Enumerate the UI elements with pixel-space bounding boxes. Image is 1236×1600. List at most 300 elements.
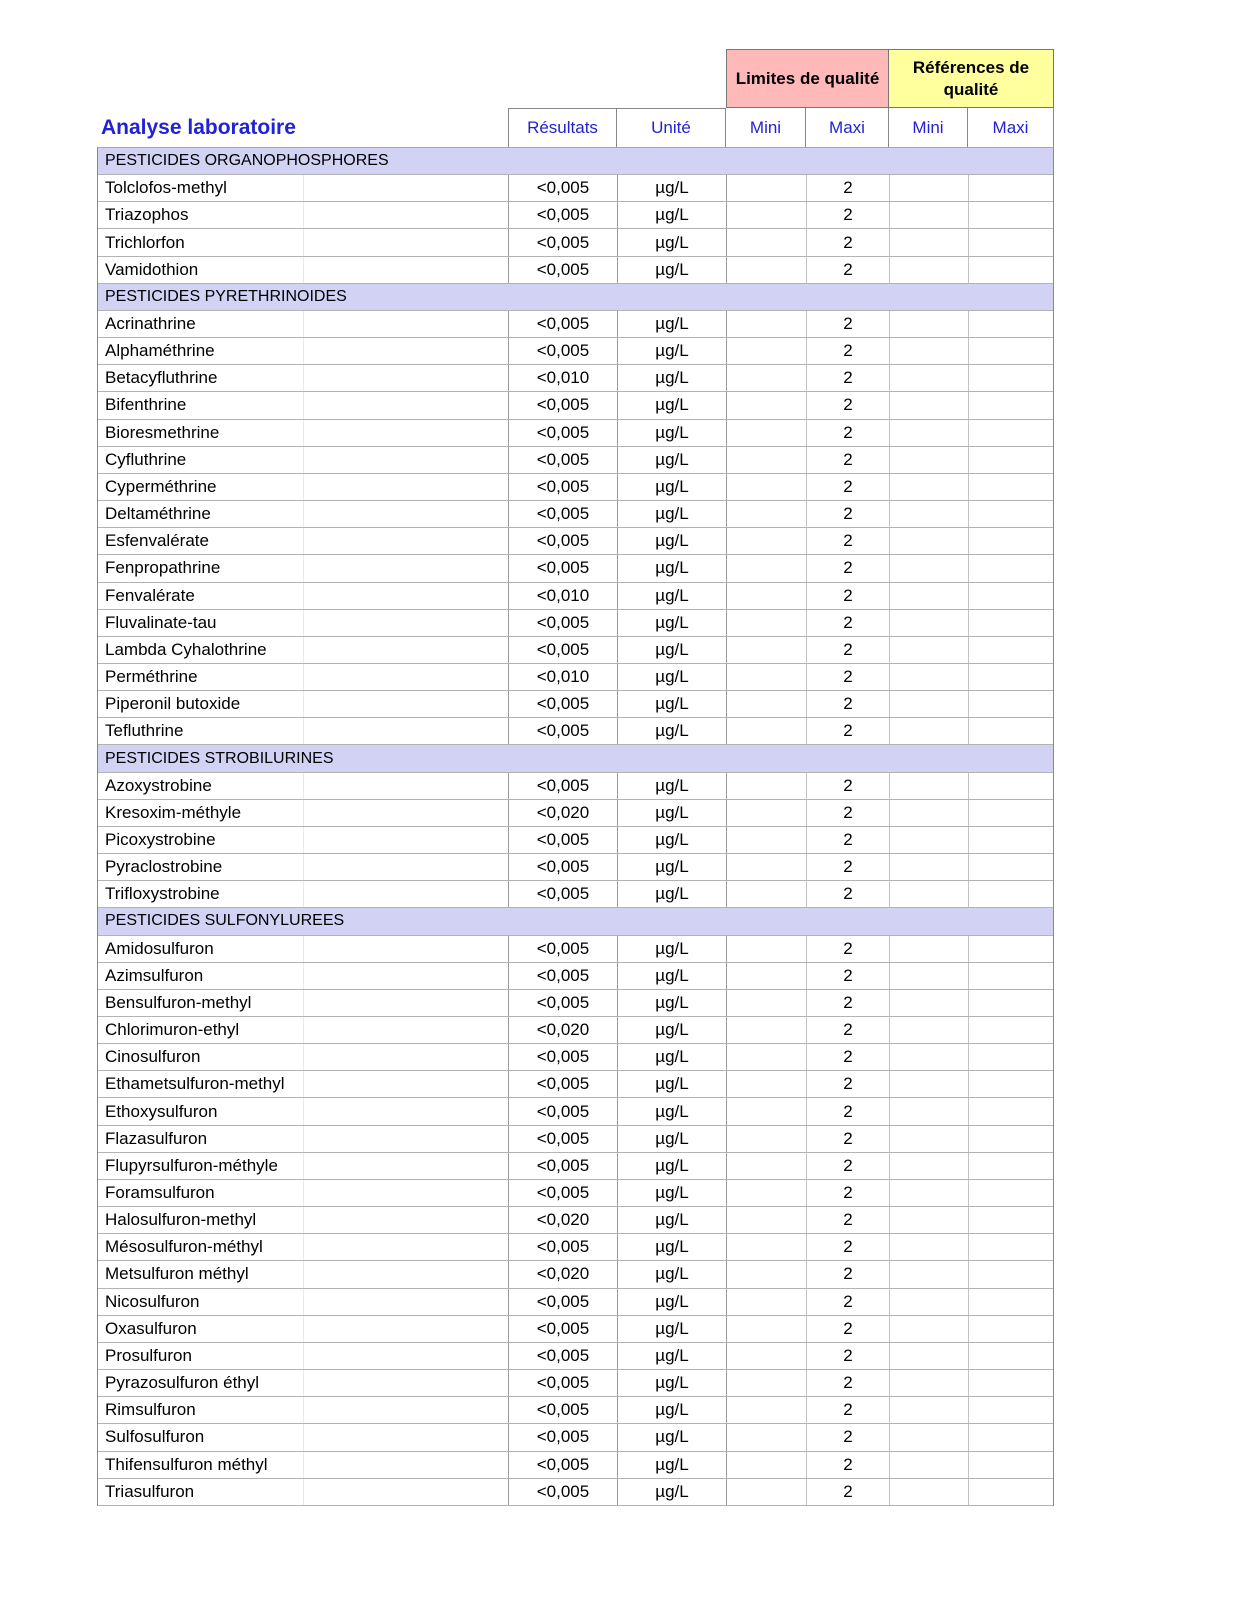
table-row (98, 1452, 1053, 1479)
table-row (98, 229, 1053, 256)
result-value: <0,005 (509, 1126, 618, 1152)
limit-maxi-value: 2 (807, 474, 890, 500)
ref-maxi-value (969, 664, 1053, 690)
unit-value: µg/L (618, 1343, 727, 1369)
unit-value: µg/L (618, 691, 727, 717)
result-value: <0,005 (509, 854, 618, 880)
table-row (98, 854, 1053, 881)
table-row (98, 1343, 1053, 1370)
limit-maxi-value: 2 (807, 202, 890, 228)
result-value: <0,005 (509, 1180, 618, 1206)
ref-mini-value (890, 528, 969, 554)
ref-mini-value (890, 637, 969, 663)
unit-value: µg/L (618, 229, 727, 255)
ref-mini-value (890, 1126, 969, 1152)
unit-value: µg/L (618, 1126, 727, 1152)
parameter-name: Vamidothion (98, 257, 509, 283)
limit-mini-value (727, 447, 807, 473)
parameter-name: Oxasulfuron (98, 1316, 509, 1342)
parameter-name: Fluvalinate-tau (98, 610, 509, 636)
table-row (98, 1153, 1053, 1180)
limit-mini-value (727, 1017, 807, 1043)
limit-mini-value (727, 420, 807, 446)
limit-maxi-value: 2 (807, 1071, 890, 1097)
ref-maxi-value (969, 365, 1053, 391)
ref-mini-value (890, 1098, 969, 1124)
column-header-ref-mini: Mini (889, 108, 968, 147)
result-value: <0,005 (509, 1071, 618, 1097)
result-value: <0,005 (509, 1343, 618, 1369)
limit-mini-value (727, 229, 807, 255)
unit-value: µg/L (618, 1397, 727, 1423)
ref-mini-value (890, 474, 969, 500)
result-value: <0,020 (509, 1207, 618, 1233)
table-row (98, 1017, 1053, 1044)
result-value: <0,005 (509, 936, 618, 962)
column-header-unit: Unité (617, 108, 726, 147)
ref-mini-value (890, 691, 969, 717)
section-header: PESTICIDES ORGANOPHOSPHORES (98, 148, 1053, 175)
result-value: <0,005 (509, 990, 618, 1016)
result-value: <0,005 (509, 338, 618, 364)
result-value: <0,005 (509, 718, 618, 744)
parameter-name: Fenvalérate (98, 583, 509, 609)
parameter-name: Metsulfuron méthyl (98, 1261, 509, 1287)
ref-mini-value (890, 501, 969, 527)
ref-mini-value (890, 1017, 969, 1043)
ref-maxi-value (969, 1180, 1053, 1206)
unit-value: µg/L (618, 1180, 727, 1206)
result-value: <0,005 (509, 1289, 618, 1315)
limit-maxi-value: 2 (807, 1261, 890, 1287)
ref-mini-value (890, 854, 969, 880)
title-cell (97, 108, 508, 147)
limit-mini-value (727, 664, 807, 690)
limit-maxi-value: 2 (807, 1479, 890, 1505)
limit-mini-value (727, 338, 807, 364)
ref-mini-value (890, 827, 969, 853)
result-value: <0,020 (509, 1017, 618, 1043)
limit-mini-value (727, 1370, 807, 1396)
parameter-name: Acrinathrine (98, 311, 509, 337)
parameter-name: Fenpropathrine (98, 555, 509, 581)
table-row (98, 474, 1053, 501)
unit-value: µg/L (618, 338, 727, 364)
result-value: <0,005 (509, 1479, 618, 1505)
limit-mini-value (727, 583, 807, 609)
parameter-name: Thifensulfuron méthyl (98, 1452, 509, 1478)
ref-maxi-value (969, 583, 1053, 609)
limit-maxi-value: 2 (807, 800, 890, 826)
parameter-name: Pyraclostrobine (98, 854, 509, 880)
section-header: PESTICIDES PYRETHRINOIDES (98, 284, 1053, 311)
result-value: <0,005 (509, 881, 618, 907)
table-row (98, 1289, 1053, 1316)
result-value: <0,005 (509, 1424, 618, 1450)
ref-mini-value (890, 447, 969, 473)
result-value: <0,005 (509, 202, 618, 228)
table-row (98, 311, 1053, 338)
ref-maxi-value (969, 1452, 1053, 1478)
unit-value: µg/L (618, 420, 727, 446)
table-row (98, 881, 1053, 908)
parameter-name: Ethoxysulfuron (98, 1098, 509, 1124)
limit-maxi-value: 2 (807, 1234, 890, 1260)
parameter-name: Mésosulfuron-méthyl (98, 1234, 509, 1260)
ref-maxi-value (969, 1370, 1053, 1396)
unit-value: µg/L (618, 773, 727, 799)
table-row (98, 1098, 1053, 1125)
ref-maxi-value (969, 963, 1053, 989)
result-value: <0,005 (509, 691, 618, 717)
table-row (98, 936, 1053, 963)
limit-mini-value (727, 1180, 807, 1206)
limit-maxi-value: 2 (807, 1452, 890, 1478)
ref-maxi-value (969, 311, 1053, 337)
parameter-name: Cinosulfuron (98, 1044, 509, 1070)
limit-maxi-value: 2 (807, 1098, 890, 1124)
limit-maxi-value: 2 (807, 1289, 890, 1315)
ref-mini-value (890, 1397, 969, 1423)
limit-mini-value (727, 311, 807, 337)
ref-mini-value (890, 1071, 969, 1097)
parameter-name: Betacyfluthrine (98, 365, 509, 391)
result-value: <0,005 (509, 175, 618, 201)
limit-maxi-value: 2 (807, 854, 890, 880)
unit-value: µg/L (618, 1017, 727, 1043)
limit-mini-value (727, 610, 807, 636)
result-value: <0,005 (509, 1370, 618, 1396)
table-row (98, 1234, 1053, 1261)
parameter-name: Rimsulfuron (98, 1397, 509, 1423)
table-row (98, 1397, 1053, 1424)
limit-mini-value (727, 1397, 807, 1423)
unit-value: µg/L (618, 637, 727, 663)
result-value: <0,005 (509, 229, 618, 255)
limit-maxi-value: 2 (807, 1017, 890, 1043)
limit-maxi-value: 2 (807, 1316, 890, 1342)
ref-mini-value (890, 936, 969, 962)
parameter-name: Cyfluthrine (98, 447, 509, 473)
ref-mini-value (890, 175, 969, 201)
limits-de-qualite-header: Limites de qualité (726, 49, 889, 108)
unit-value: µg/L (618, 1424, 727, 1450)
table-row (98, 610, 1053, 637)
unit-value: µg/L (618, 1234, 727, 1260)
limit-mini-value (727, 1343, 807, 1369)
parameter-name: Bifenthrine (98, 392, 509, 418)
section-header: PESTICIDES STROBILURINES (98, 745, 1053, 772)
ref-maxi-value (969, 773, 1053, 799)
ref-maxi-value (969, 338, 1053, 364)
parameter-name: Lambda Cyhalothrine (98, 637, 509, 663)
unit-value: µg/L (618, 175, 727, 201)
limit-mini-value (727, 1126, 807, 1152)
ref-maxi-value (969, 501, 1053, 527)
limit-maxi-value: 2 (807, 1397, 890, 1423)
unit-value: µg/L (618, 610, 727, 636)
unit-value: µg/L (618, 501, 727, 527)
parameter-name: Flupyrsulfuron-méthyle (98, 1153, 509, 1179)
table-row (98, 1126, 1053, 1153)
ref-mini-value (890, 1452, 969, 1478)
parameter-name: Bioresmethrine (98, 420, 509, 446)
limit-maxi-value: 2 (807, 990, 890, 1016)
parameter-name: Cyperméthrine (98, 474, 509, 500)
table-row (98, 800, 1053, 827)
result-value: <0,005 (509, 257, 618, 283)
unit-value: µg/L (618, 664, 727, 690)
unit-value: µg/L (618, 392, 727, 418)
unit-value: µg/L (618, 936, 727, 962)
limit-mini-value (727, 936, 807, 962)
table-row (98, 447, 1053, 474)
limit-maxi-value: 2 (807, 447, 890, 473)
result-value: <0,010 (509, 365, 618, 391)
ref-mini-value (890, 718, 969, 744)
result-value: <0,005 (509, 1234, 618, 1260)
ref-maxi-value (969, 1017, 1053, 1043)
ref-mini-value (890, 1289, 969, 1315)
ref-mini-value (890, 963, 969, 989)
unit-value: µg/L (618, 1316, 727, 1342)
result-value: <0,005 (509, 1044, 618, 1070)
quality-groups-row (97, 49, 1054, 108)
limit-maxi-value: 2 (807, 718, 890, 744)
ref-maxi-value (969, 420, 1053, 446)
result-value: <0,010 (509, 583, 618, 609)
ref-mini-value (890, 1370, 969, 1396)
ref-maxi-value (969, 827, 1053, 853)
unit-value: µg/L (618, 990, 727, 1016)
unit-value: µg/L (618, 555, 727, 581)
column-header-results: Résultats (508, 108, 617, 147)
limit-maxi-value: 2 (807, 583, 890, 609)
table-row (98, 555, 1053, 582)
unit-value: µg/L (618, 257, 727, 283)
unit-value: µg/L (618, 311, 727, 337)
result-value: <0,005 (509, 501, 618, 527)
limit-mini-value (727, 1044, 807, 1070)
limit-mini-value (727, 1153, 807, 1179)
limit-mini-value (727, 392, 807, 418)
table-row (98, 1479, 1053, 1506)
table-row (98, 1424, 1053, 1451)
parameter-name: Halosulfuron-methyl (98, 1207, 509, 1233)
table-row (98, 1071, 1053, 1098)
ref-maxi-value (969, 1071, 1053, 1097)
limit-maxi-value: 2 (807, 827, 890, 853)
unit-value: µg/L (618, 963, 727, 989)
result-value: <0,005 (509, 474, 618, 500)
ref-maxi-value (969, 1424, 1053, 1450)
unit-value: µg/L (618, 1153, 727, 1179)
limit-mini-value (727, 365, 807, 391)
unit-value: µg/L (618, 1071, 727, 1097)
limit-mini-value (727, 1234, 807, 1260)
result-value: <0,005 (509, 311, 618, 337)
parameter-name: Tefluthrine (98, 718, 509, 744)
unit-value: µg/L (618, 1098, 727, 1124)
ref-maxi-value (969, 555, 1053, 581)
result-value: <0,005 (509, 392, 618, 418)
ref-mini-value (890, 1234, 969, 1260)
table-row (98, 501, 1053, 528)
table-row (98, 420, 1053, 447)
unit-value: µg/L (618, 365, 727, 391)
ref-mini-value (890, 257, 969, 283)
unit-value: µg/L (618, 1479, 727, 1505)
ref-maxi-value (969, 175, 1053, 201)
result-value: <0,005 (509, 420, 618, 446)
parameter-name: Alphaméthrine (98, 338, 509, 364)
limit-maxi-value: 2 (807, 392, 890, 418)
limit-mini-value (727, 990, 807, 1016)
table-row (98, 1180, 1053, 1207)
ref-maxi-value (969, 202, 1053, 228)
parameter-name: Pyrazosulfuron éthyl (98, 1370, 509, 1396)
limit-maxi-value: 2 (807, 1180, 890, 1206)
ref-maxi-value (969, 936, 1053, 962)
limit-mini-value (727, 800, 807, 826)
limit-maxi-value: 2 (807, 175, 890, 201)
result-value: <0,005 (509, 1153, 618, 1179)
ref-maxi-value (969, 1234, 1053, 1260)
limit-mini-value (727, 881, 807, 907)
table-row (98, 365, 1053, 392)
limit-mini-value (727, 1071, 807, 1097)
parameter-name: Triasulfuron (98, 1479, 509, 1505)
ref-maxi-value (969, 528, 1053, 554)
ref-maxi-value (969, 1153, 1053, 1179)
table-row (98, 718, 1053, 745)
table-row (98, 257, 1053, 284)
limit-maxi-value: 2 (807, 1044, 890, 1070)
column-header-ref-maxi: Maxi (968, 108, 1054, 147)
parameter-name: Nicosulfuron (98, 1289, 509, 1315)
parameter-name: Trifloxystrobine (98, 881, 509, 907)
result-value: <0,005 (509, 963, 618, 989)
limit-mini-value (727, 1207, 807, 1233)
ref-mini-value (890, 311, 969, 337)
result-value: <0,005 (509, 637, 618, 663)
limit-maxi-value: 2 (807, 338, 890, 364)
table-row (98, 175, 1053, 202)
limit-mini-value (727, 827, 807, 853)
limit-maxi-value: 2 (807, 229, 890, 255)
unit-value: µg/L (618, 881, 727, 907)
ref-maxi-value (969, 610, 1053, 636)
limit-maxi-value: 2 (807, 257, 890, 283)
table-row (98, 338, 1053, 365)
header-spacer (97, 49, 726, 108)
parameter-name: Azoxystrobine (98, 773, 509, 799)
limit-maxi-value: 2 (807, 501, 890, 527)
limit-maxi-value: 2 (807, 637, 890, 663)
limit-mini-value (727, 691, 807, 717)
ref-mini-value (890, 392, 969, 418)
parameter-name: Prosulfuron (98, 1343, 509, 1369)
ref-mini-value (890, 1153, 969, 1179)
ref-mini-value (890, 1343, 969, 1369)
ref-maxi-value (969, 229, 1053, 255)
ref-maxi-value (969, 637, 1053, 663)
result-value: <0,005 (509, 827, 618, 853)
result-value: <0,005 (509, 773, 618, 799)
ref-mini-value (890, 1479, 969, 1505)
ref-maxi-value (969, 718, 1053, 744)
ref-mini-value (890, 1207, 969, 1233)
unit-value: µg/L (618, 1452, 727, 1478)
result-value: <0,005 (509, 1452, 618, 1478)
ref-maxi-value (969, 1044, 1053, 1070)
ref-maxi-value (969, 1126, 1053, 1152)
table-row (98, 963, 1053, 990)
ref-maxi-value (969, 392, 1053, 418)
limit-mini-value (727, 175, 807, 201)
ref-mini-value (890, 881, 969, 907)
result-value: <0,020 (509, 1261, 618, 1287)
unit-value: µg/L (618, 854, 727, 880)
ref-maxi-value (969, 1098, 1053, 1124)
ref-maxi-value (969, 854, 1053, 880)
parameter-name: Piperonil butoxide (98, 691, 509, 717)
limit-maxi-value: 2 (807, 1153, 890, 1179)
ref-mini-value (890, 338, 969, 364)
limit-maxi-value: 2 (807, 936, 890, 962)
limit-mini-value (727, 202, 807, 228)
unit-value: µg/L (618, 827, 727, 853)
unit-value: µg/L (618, 583, 727, 609)
unit-value: µg/L (618, 528, 727, 554)
ref-mini-value (890, 773, 969, 799)
ref-maxi-value (969, 474, 1053, 500)
unit-value: µg/L (618, 1207, 727, 1233)
limit-mini-value (727, 501, 807, 527)
limit-maxi-value: 2 (807, 963, 890, 989)
column-header-limit-mini: Mini (726, 108, 806, 147)
limit-maxi-value: 2 (807, 664, 890, 690)
result-value: <0,005 (509, 610, 618, 636)
ref-maxi-value (969, 257, 1053, 283)
ref-mini-value (890, 990, 969, 1016)
limit-maxi-value: 2 (807, 881, 890, 907)
result-value: <0,005 (509, 1098, 618, 1124)
section-header: PESTICIDES SULFONYLUREES (98, 908, 1053, 935)
parameter-name: Foramsulfuron (98, 1180, 509, 1206)
limit-maxi-value: 2 (807, 1370, 890, 1396)
limit-mini-value (727, 1452, 807, 1478)
limit-maxi-value: 2 (807, 1207, 890, 1233)
parameter-name: Trichlorfon (98, 229, 509, 255)
parameter-name: Tolclofos-methyl (98, 175, 509, 201)
table-row (98, 691, 1053, 718)
limit-maxi-value: 2 (807, 1424, 890, 1450)
unit-value: µg/L (618, 447, 727, 473)
table-row (98, 1370, 1053, 1397)
parameter-name: Ethametsulfuron-methyl (98, 1071, 509, 1097)
ref-mini-value (890, 420, 969, 446)
parameter-name: Esfenvalérate (98, 528, 509, 554)
limit-mini-value (727, 963, 807, 989)
result-value: <0,020 (509, 800, 618, 826)
unit-value: µg/L (618, 1289, 727, 1315)
unit-value: µg/L (618, 718, 727, 744)
limit-mini-value (727, 555, 807, 581)
limit-mini-value (727, 1098, 807, 1124)
ref-maxi-value (969, 1343, 1053, 1369)
parameter-name: Bensulfuron-methyl (98, 990, 509, 1016)
